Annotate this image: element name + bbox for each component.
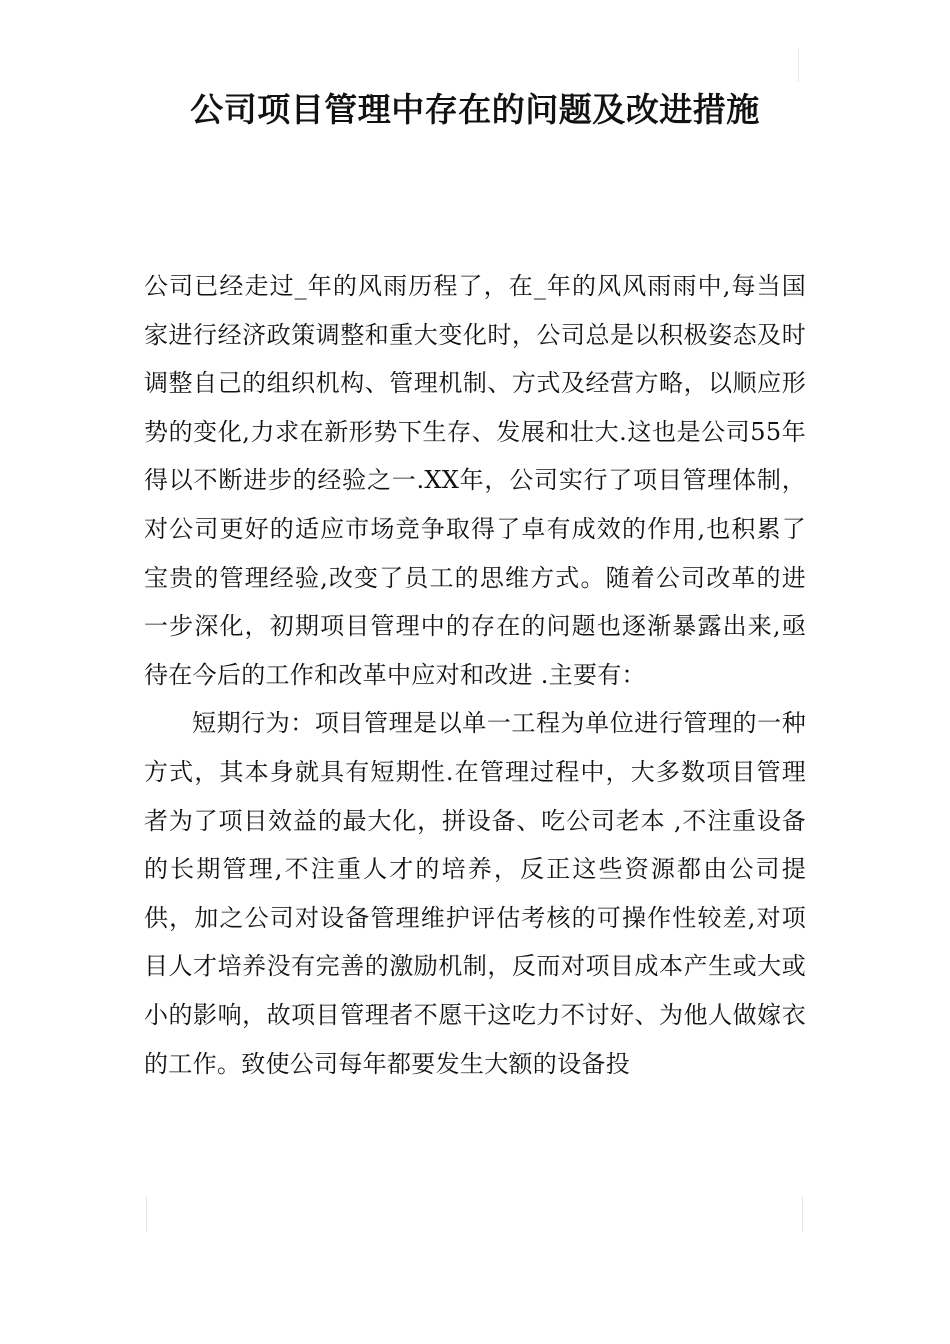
document-body — [144, 262, 806, 1088]
paragraph-short-term-behavior: 短期行为：项目管理是以单一工程为单位进行管理的一种方式，其本身就具有短期性.在管理过程中，大多数项目管理者为了项目效益的最大化，拼设备、吃公司老本 ,不注重设备的长期管理,不注重人才的培养，反正这些资源都由公司提供，加之公司对设备管理维护评估考核的可操作性较差,对项目人才培养没有完善的激励机制，反而对项目成本产生或大或小的影响，故项目管理者不愿干这吃力不讨好、为他人做嫁衣的工作。致使公司每年都要发生大额的设备投 — [144, 709, 806, 1078]
page-corner-mark-bottom-left — [146, 1196, 147, 1232]
paragraph-intro: 公司已经走过_年的风雨历程了，在_年的风风雨雨中,每当国家进行经济政策调整和重大变化时，公司总是以积极姿态及时调整自己的组织机构、管理机制、方式及经营方略，以顺应形势的变化,力求在新形势下生存、发展和壮大.这也是公司55年得以不断进步的经验之一.XX年，公司实行了项目管理体制，对公司更好的适应市场竞争取得了卓有成效的作用,也积累了宝贵的管理经验,改变了员工的思维方式。随着公司改革的进一步深化，初期项目管理中的存在的问题也逐渐暴露出来,亟待在今后的工作和改革中应对和改进 .主要有： — [144, 272, 806, 689]
document-title: 公司项目管理中存在的问题及改进措施 — [190, 90, 760, 129]
page-corner-mark-top — [798, 48, 799, 82]
page-corner-mark-bottom-right — [802, 1196, 803, 1232]
